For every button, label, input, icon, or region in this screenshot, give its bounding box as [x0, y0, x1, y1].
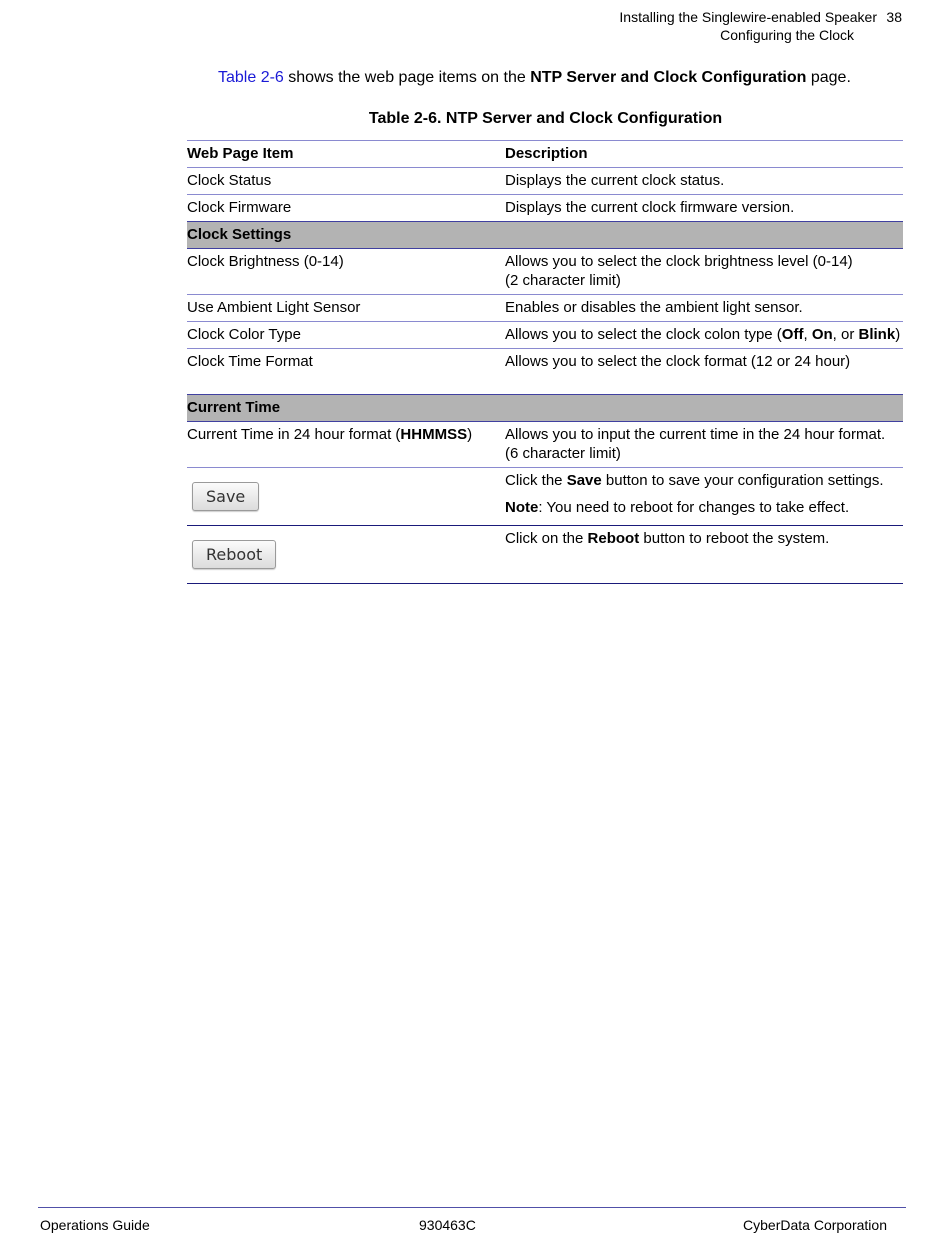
format-code: HHMMSS: [400, 426, 468, 443]
header-chapter: Installing the Singlewire-enabled Speaker: [619, 9, 877, 25]
intro-text-1: shows the web page items on the: [283, 69, 531, 86]
footer-left: Operations Guide: [40, 1217, 150, 1233]
section-title: Current Time: [187, 395, 903, 422]
description-line: Allows you to input the current time in the 24 hour format.: [505, 426, 886, 443]
separator: , or: [832, 326, 859, 343]
table-reference-link[interactable]: Table 2-6: [218, 69, 284, 86]
running-header: [619, 9, 902, 44]
item-cell: Clock Time Format: [187, 349, 505, 395]
reboot-button[interactable]: Reboot: [192, 540, 276, 569]
table-row: [187, 422, 903, 468]
header-line-1: [619, 9, 902, 26]
config-table: [187, 140, 903, 584]
description-line: Allows you to select the clock brightness level (0-14): [505, 253, 853, 270]
table-row-save: [187, 468, 903, 526]
item-cell: Clock Brightness (0-14): [187, 249, 505, 295]
description-line: (6 character limit): [505, 445, 621, 462]
description-cell: [505, 249, 903, 295]
description-line: (2 character limit): [505, 272, 621, 289]
description-cell: [505, 526, 903, 584]
description-text: Click the: [505, 472, 567, 489]
item-cell: [187, 468, 505, 526]
item-cell: Use Ambient Light Sensor: [187, 295, 505, 322]
table-row: [187, 295, 903, 322]
footer-divider: [38, 1207, 906, 1208]
save-button[interactable]: Save: [192, 482, 259, 511]
table-row-reboot: [187, 526, 903, 584]
description-text: button to save your configuration settings.: [601, 472, 884, 489]
section-row-clock-settings: [187, 222, 903, 249]
description-text: Click on the: [505, 530, 588, 547]
table-row: [187, 349, 903, 395]
column-header-description: Description: [505, 141, 903, 168]
item-cell: Clock Color Type: [187, 322, 505, 349]
description-text: button to reboot the system.: [639, 530, 830, 547]
option-on: On: [811, 326, 833, 343]
option-off: Off: [781, 326, 804, 343]
table-row: [187, 249, 903, 295]
description-cell: [505, 322, 903, 349]
table-row: [187, 168, 903, 195]
footer-right: CyberData Corporation: [743, 1217, 887, 1233]
table-row: [187, 195, 903, 222]
description-cell: Displays the current clock firmware version.: [505, 195, 903, 222]
table-caption: Table 2-6. NTP Server and Clock Configuration: [368, 110, 723, 127]
section-row-current-time: [187, 395, 903, 422]
description-text: ): [895, 326, 901, 343]
column-header-item: Web Page Item: [187, 141, 505, 168]
option-blink: Blink: [858, 326, 896, 343]
description-cell: [505, 422, 903, 468]
description-text: Allows you to select the clock colon type (: [505, 326, 782, 343]
section-title: Clock Settings: [187, 222, 903, 249]
description-cell: Allows you to select the clock format (12 or 24 hour): [505, 349, 903, 395]
item-cell: [187, 526, 505, 584]
description-cell: Enables or disables the ambient light sensor.: [505, 295, 903, 322]
item-cell: Clock Firmware: [187, 195, 505, 222]
item-cell: Clock Status: [187, 168, 505, 195]
item-cell: [187, 422, 505, 468]
intro-paragraph: [218, 69, 851, 87]
description-line: [505, 471, 903, 490]
note-line: [505, 498, 903, 517]
header-section: Configuring the Clock: [720, 27, 854, 43]
description-cell: Displays the current clock status.: [505, 168, 903, 195]
item-text: Current Time in 24 hour format (: [187, 426, 401, 443]
description-bold: Save: [566, 472, 602, 489]
note-text: : You need to reboot for changes to take effect.: [538, 499, 850, 516]
item-text: ): [467, 426, 473, 443]
intro-text-2: page.: [806, 69, 851, 86]
note-label: Note: [505, 499, 539, 516]
description-cell: [505, 468, 903, 526]
page-number: 38: [886, 9, 902, 25]
description-bold: Reboot: [587, 530, 640, 547]
intro-bold: NTP Server and Clock Configuration: [530, 69, 807, 86]
separator: ,: [803, 326, 812, 343]
table-header-row: [187, 141, 903, 168]
footer-center: 930463C: [419, 1217, 476, 1233]
table-row: [187, 322, 903, 349]
